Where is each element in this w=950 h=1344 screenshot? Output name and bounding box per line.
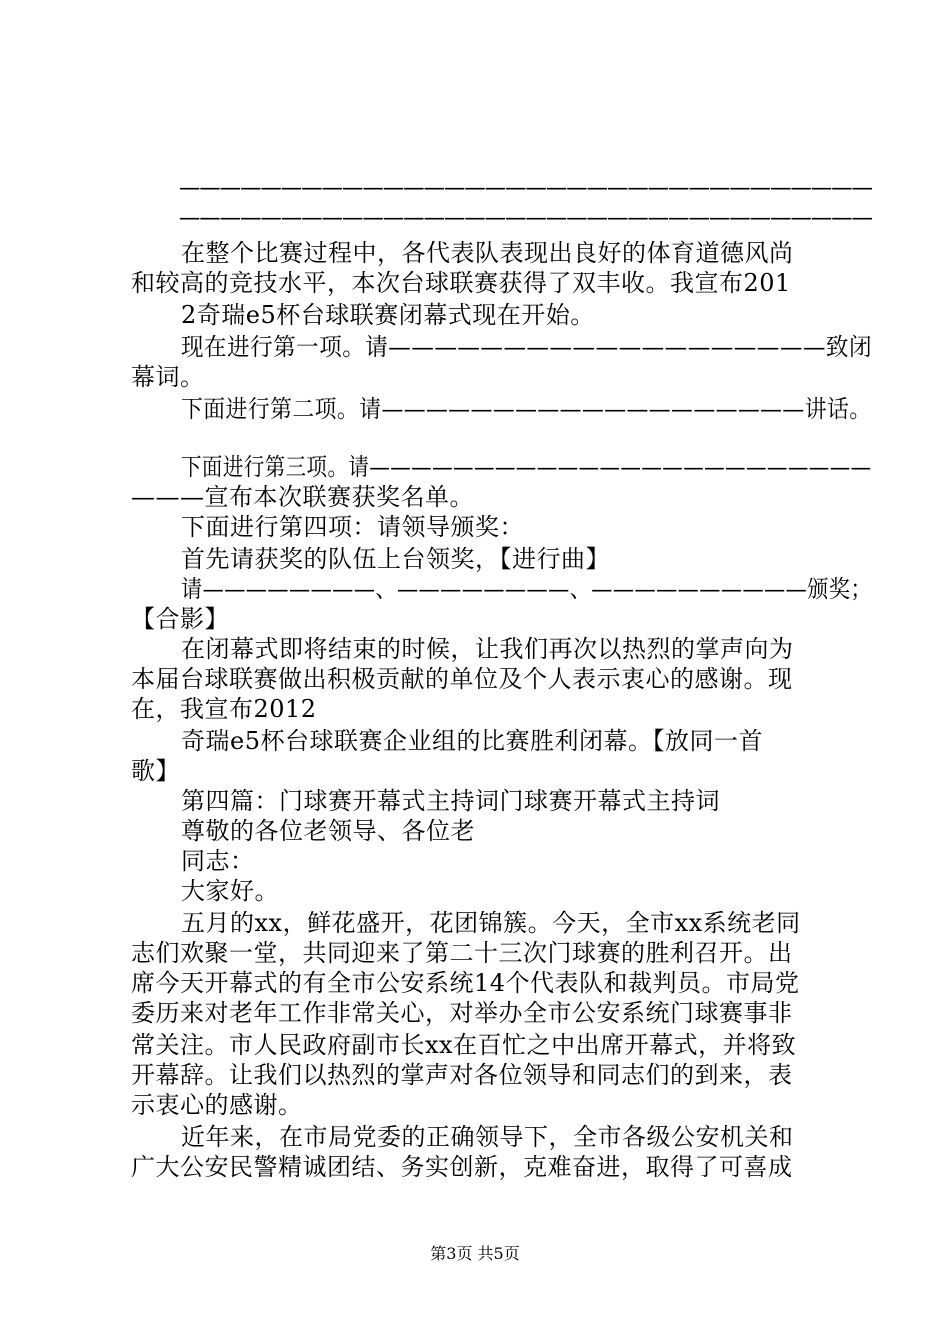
- paragraph-line: 2奇瑞e5杯台球联赛闭幕式现在开始。: [181, 301, 595, 329]
- paragraph-line: 开幕辞。让我们以热烈的掌声对各位领导和同志们的到来，表: [131, 1061, 793, 1089]
- paragraph-line: 大家好。: [181, 877, 279, 905]
- paragraph-line: 歌】: [131, 757, 180, 785]
- page-indicator: 第3页 共5页: [430, 1244, 520, 1263]
- paragraph-line: 本届台球联赛做出积极贡献的单位及个人表示衷心的感谢。现: [131, 665, 793, 693]
- separator-line: ——————————————————————————————————: [179, 173, 873, 201]
- paragraph-line: 席今天开幕式的有全市公安系统14个代表队和裁判员。市局党: [131, 969, 800, 997]
- paragraph-line: 幕词。: [131, 363, 205, 391]
- paragraph-line: 下面进行第四项：请领导颁奖：: [181, 513, 524, 541]
- paragraph-line: 近年来，在市局党委的正确领导下，全市各级公安机关和: [181, 1123, 794, 1151]
- paragraph-line: 在，我宣布2012: [131, 695, 317, 723]
- paragraph-line: 请————————、————————、——————————颁奖；: [181, 575, 873, 603]
- separator-line: ——————————————————————————————————: [179, 203, 873, 231]
- paragraph-line: 同志：: [181, 847, 255, 875]
- paragraph-line: 志们欢聚一堂，共同迎来了第二十三次门球赛的胜利召开。出: [131, 939, 793, 967]
- paragraph-line: 广大公安民警精诚团结、务实创新，克难奋进，取得了可喜成: [131, 1153, 793, 1181]
- paragraph-line: 在整个比赛过程中，各代表队表现出良好的体育道德风尚: [181, 239, 794, 267]
- paragraph-line: 常关注。市人民政府副市长xx在百忙之中出席开幕式，并将致: [131, 1031, 797, 1059]
- paragraph-line: 示衷心的感谢。: [131, 1091, 303, 1119]
- paragraph-line: ———宣布本次联赛获奖名单。: [131, 483, 474, 511]
- paragraph-line: 尊敬的各位老领导、各位老: [181, 817, 475, 845]
- paragraph-line: 下面进行第三项。请————————————————————————: [181, 453, 872, 481]
- paragraph-line: 和较高的竞技水平，本次台球联赛获得了双丰收。我宣布201: [131, 269, 791, 297]
- paragraph-line: 下面进行第二项。请———————————————————讲话。: [181, 395, 872, 423]
- paragraph-line: 五月的xx，鲜花盛开，花团锦簇。今天，全市xx系统老同: [181, 909, 801, 937]
- paragraph-line: 现在进行第一项。请———————————————————致闭: [181, 333, 872, 361]
- paragraph-line: 首先请获奖的队伍上台领奖，【进行曲】: [181, 545, 610, 573]
- paragraph-line: 委历来对老年工作非常关心，对举办全市公安系统门球赛事非: [131, 999, 793, 1027]
- paragraph-line: 在闭幕式即将结束的时候，让我们再次以热烈的掌声向为: [181, 635, 794, 663]
- section-heading: 第四篇：门球赛开幕式主持词门球赛开幕式主持词: [181, 787, 720, 815]
- paragraph-line: 奇瑞e5杯台球联赛企业组的比赛胜利闭幕。【放同一首: [181, 727, 763, 755]
- paragraph-line: 【合影】: [131, 605, 229, 633]
